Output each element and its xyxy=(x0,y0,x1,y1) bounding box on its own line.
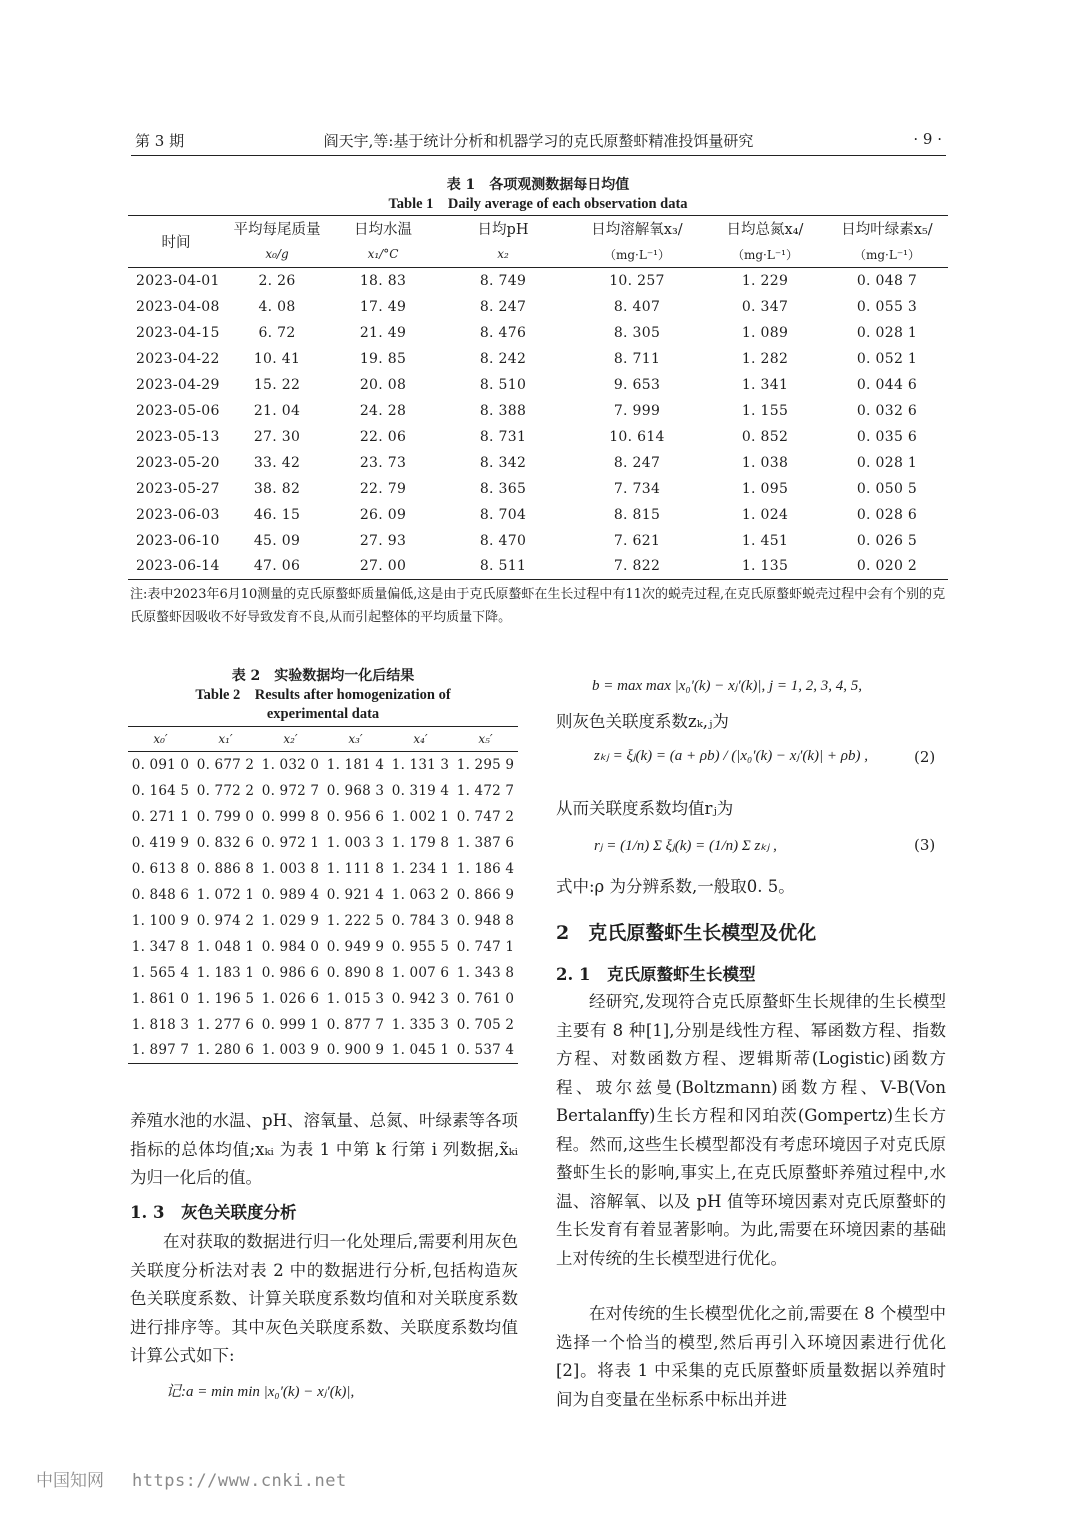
table1-header-cell: 时间 xyxy=(128,216,224,268)
table-cell: 2023-06-10 xyxy=(136,532,220,549)
table1-subheader-cell: x₁/°C xyxy=(330,242,436,268)
table2-caption-cn: 表 2 实验数据均一化后结果 xyxy=(231,668,415,684)
table-row xyxy=(128,528,948,554)
table-cell: 0. 347 xyxy=(741,298,789,315)
table-cell: 33. 42 xyxy=(253,454,301,471)
table-cell: 8. 470 xyxy=(479,532,527,549)
table-cell: 1. 341 xyxy=(741,376,789,393)
table-cell: 1. 861 0 xyxy=(131,990,190,1007)
table-cell: 0. 968 3 xyxy=(326,782,385,799)
text-rho: 式中:ρ 为分辨系数,一般取0. 5。 xyxy=(556,877,795,896)
table2-header-cell: x₀′ xyxy=(128,727,193,752)
table-cell: 0. 886 8 xyxy=(196,860,255,877)
section-1-3-heading: 1. 3 灰色关联度分析 xyxy=(130,1203,297,1222)
formula-z: zₖⱼ = ξⱼ(k) = (a + ρb) / (|x₀′(k) − xⱼ′(k)| + ρb) , xyxy=(594,748,868,764)
table-cell: 0. 832 6 xyxy=(196,834,255,851)
table-cell: 24. 28 xyxy=(359,402,407,419)
table2 xyxy=(128,726,518,1064)
table-cell: 7. 999 xyxy=(613,402,661,419)
table-cell: 45. 09 xyxy=(253,532,301,549)
text-r: 从而关联度系数均值rⱼ为 xyxy=(556,799,734,818)
table2-header-cell: x₁′ xyxy=(193,727,258,752)
table-cell: 2023-04-22 xyxy=(136,350,220,367)
table-cell: 0. 747 1 xyxy=(456,938,515,955)
table-cell: 38. 82 xyxy=(253,480,301,497)
table-row xyxy=(128,502,948,528)
table1-subheader-cell: x₀/g xyxy=(224,242,330,268)
running-header xyxy=(131,128,946,152)
table-cell: 8. 305 xyxy=(613,324,661,341)
table-cell: 1. 015 3 xyxy=(326,990,385,1007)
table-cell: 2023-05-06 xyxy=(136,402,220,419)
table-cell: 21. 49 xyxy=(359,324,407,341)
table-cell: 0. 972 7 xyxy=(261,782,320,799)
table1-header-cell: 日均溶解氧x₃/ xyxy=(591,222,683,239)
table-cell: 2023-04-29 xyxy=(136,376,220,393)
table-cell: 8. 711 xyxy=(613,350,661,367)
table-cell: 19. 85 xyxy=(359,350,407,367)
table-row xyxy=(128,752,518,778)
table-cell: 8. 815 xyxy=(613,506,661,523)
table-cell: 8. 510 xyxy=(479,376,527,393)
section-2-heading: 2 克氏原螯虾生长模型及优化 xyxy=(556,922,817,944)
table-cell: 1. 026 6 xyxy=(261,990,320,1007)
table-row xyxy=(128,424,948,450)
table-cell: 10. 41 xyxy=(253,350,301,367)
table-cell: 1. 222 5 xyxy=(326,912,385,929)
formula-a: 记:a = min min |x₀′(k) − xⱼ′(k)|, xyxy=(166,1384,355,1400)
table-cell: 0. 921 4 xyxy=(326,886,385,903)
table-cell: 1. 007 6 xyxy=(391,964,450,981)
table-row xyxy=(128,450,948,476)
table-cell: 8. 704 xyxy=(479,506,527,523)
table-cell: 2023-05-27 xyxy=(136,480,220,497)
table-cell: 7. 734 xyxy=(613,480,661,497)
table-cell: 1. 565 4 xyxy=(131,964,190,981)
table-cell: 1. 179 8 xyxy=(391,834,450,851)
table-cell: 7. 621 xyxy=(613,532,661,549)
table-cell: 0. 613 8 xyxy=(131,860,190,877)
table-cell: 8. 247 xyxy=(613,454,661,471)
paragraph-growth-models: 经研究,发现符合克氏原螯虾生长规律的生长模型主要有 8 种[1],分别是线性方程、幂函数方程、指数方程、对数函数方程、逻辑斯蒂(Logistic)函数方程、玻尔兹曼(Boltzmann)函数方程、V-B(Von Bertalanffy)生长方程和冈珀茨(Gompertz)生长方程。然而,这些生长模型都没有考虑环境因子对克氏原螯虾生长的影响,事实上,在克氏原螯虾养殖过程中,水温、溶解氧、以及 pH 值等环境因素对克氏原螯虾的生长发育有着显著影响。为此,需要在环境因素的基础上对传统的生长模型进行优化。 xyxy=(556,992,946,1268)
table-cell: 0. 866 9 xyxy=(456,886,515,903)
table-cell: 7. 822 xyxy=(613,558,661,575)
table-cell: 1. 282 xyxy=(741,350,789,367)
table-row xyxy=(128,1038,518,1064)
table-row xyxy=(128,856,518,882)
table2-caption xyxy=(128,667,518,724)
table-cell: 1. 003 8 xyxy=(261,860,320,877)
table-cell: 27. 93 xyxy=(359,532,407,549)
cnki-url[interactable]: https://www.cnki.net xyxy=(132,1471,347,1491)
table-cell: 1. 234 1 xyxy=(391,860,450,877)
table-cell: 4. 08 xyxy=(258,298,296,315)
table-cell: 17. 49 xyxy=(359,298,407,315)
table-cell: 0. 050 5 xyxy=(856,480,918,497)
table-cell: 2023-06-03 xyxy=(136,506,220,523)
table-cell: 2023-05-20 xyxy=(136,454,220,471)
table-cell: 23. 73 xyxy=(359,454,407,471)
table-cell: 1. 451 xyxy=(741,532,789,549)
table1-header-cell: 日均水温 xyxy=(354,222,412,239)
table-cell: 0. 677 2 xyxy=(196,756,255,773)
table-cell: 0. 949 9 xyxy=(326,938,385,955)
section-2-1-heading: 2. 1 克氏原螯虾生长模型 xyxy=(556,965,756,984)
table-cell: 8. 388 xyxy=(479,402,527,419)
table-cell: 1. 024 xyxy=(741,506,789,523)
table-cell: 0. 890 8 xyxy=(326,964,385,981)
table1-caption-cn: 表 1 各项观测数据每日均值 xyxy=(446,177,630,193)
running-title: 阎天宇,等:基于统计分析和机器学习的克氏原螯虾精准投饵量研究 xyxy=(323,132,754,150)
table-cell: 1. 196 5 xyxy=(196,990,255,1007)
table-cell: 0. 956 6 xyxy=(326,808,385,825)
table2-caption-en-1: Table 2 Results after homogenization of xyxy=(195,687,451,703)
table-cell: 1. 045 1 xyxy=(391,1042,450,1059)
table1-note: 注:表中2023年6月10测量的克氏原螯虾质量偏低,这是由于克氏原螯虾在生长过程中有11次的蜕壳过程,在克氏原螯虾蜕壳过程中会有个别的克氏原螯虾因吸收不好导致发育不良,从而引起整体的平均质量下降。 xyxy=(130,587,946,625)
table-cell: 0. 772 2 xyxy=(196,782,255,799)
table-cell: 0. 028 6 xyxy=(856,506,918,523)
table1 xyxy=(128,215,948,580)
table-cell: 0. 784 3 xyxy=(391,912,450,929)
table-cell: 0. 900 9 xyxy=(326,1042,385,1059)
table-cell: 26. 09 xyxy=(359,506,407,523)
table-cell: 1. 032 0 xyxy=(261,756,320,773)
table-cell: 1. 038 xyxy=(741,454,789,471)
table-cell: 0. 955 5 xyxy=(391,938,450,955)
table1-subheader-cell: （mg·L⁻¹） xyxy=(570,242,704,268)
table-cell: 0. 942 3 xyxy=(391,990,450,1007)
table1-caption-en: Table 1 Daily average of each observation data xyxy=(388,196,688,212)
table-cell: 0. 705 2 xyxy=(456,1016,515,1033)
table-cell: 8. 242 xyxy=(479,350,527,367)
table-row xyxy=(128,986,518,1012)
table-cell: 0. 537 4 xyxy=(456,1042,515,1059)
table-row xyxy=(128,294,948,320)
table-cell: 47. 06 xyxy=(253,558,301,575)
table-cell: 0. 020 2 xyxy=(856,558,918,575)
table-cell: 2023-05-13 xyxy=(136,428,220,445)
table-cell: 0. 271 1 xyxy=(131,808,190,825)
table-cell: 1. 181 4 xyxy=(326,756,385,773)
table-cell: 8. 247 xyxy=(479,298,527,315)
table-row xyxy=(128,554,948,580)
table1-subheader-cell: （mg·L⁻¹） xyxy=(704,242,826,268)
table-cell: 0. 761 0 xyxy=(456,990,515,1007)
table-cell: 0. 026 5 xyxy=(856,532,918,549)
table-cell: 0. 055 3 xyxy=(856,298,918,315)
table-cell: 8. 731 xyxy=(479,428,527,445)
table-row xyxy=(128,804,518,830)
table-cell: 1. 295 9 xyxy=(456,756,515,773)
table-cell: 0. 319 4 xyxy=(391,782,450,799)
table-cell: 27. 00 xyxy=(359,558,407,575)
page-number: · 9 · xyxy=(913,130,942,148)
table2-header-cell: x₂′ xyxy=(258,727,323,752)
table-cell: 1. 048 1 xyxy=(196,938,255,955)
table-cell: 0. 948 8 xyxy=(456,912,515,929)
table-cell: 1. 002 1 xyxy=(391,808,450,825)
table-cell: 1. 131 3 xyxy=(391,756,450,773)
table-cell: 0. 984 0 xyxy=(261,938,320,955)
table-cell: 0. 091 0 xyxy=(131,756,190,773)
table-row xyxy=(128,268,948,294)
table-cell: 0. 999 1 xyxy=(261,1016,320,1033)
table1-header-cell: 日均叶绿素x₅/ xyxy=(841,222,933,239)
table-cell: 1. 111 8 xyxy=(326,860,385,877)
table-cell: 1. 095 xyxy=(741,480,789,497)
table-row xyxy=(128,908,518,934)
formula-r: rⱼ = (1/n) Σ ξⱼ(k) = (1/n) Σ zₖⱼ , xyxy=(594,838,777,854)
table-cell: 8. 476 xyxy=(479,324,527,341)
table-row xyxy=(128,476,948,502)
table-cell: 0. 052 1 xyxy=(856,350,918,367)
table-cell: 10. 257 xyxy=(609,272,665,289)
table-cell: 1. 229 xyxy=(741,272,789,289)
header-rule xyxy=(131,155,946,156)
table-cell: 1. 029 9 xyxy=(261,912,320,929)
table-cell: 1. 003 9 xyxy=(261,1042,320,1059)
table-cell: 46. 15 xyxy=(253,506,301,523)
table-cell: 9. 653 xyxy=(613,376,661,393)
issue-number: 第 3 期 xyxy=(135,132,185,150)
table-cell: 8. 342 xyxy=(479,454,527,471)
table-cell: 0. 852 xyxy=(741,428,789,445)
table-row xyxy=(128,398,948,424)
table-cell: 0. 419 9 xyxy=(131,834,190,851)
table-cell: 0. 972 1 xyxy=(261,834,320,851)
table-cell: 0. 799 0 xyxy=(196,808,255,825)
table-cell: 6. 72 xyxy=(258,324,296,341)
table-cell: 1. 089 xyxy=(741,324,789,341)
table-cell: 0. 164 5 xyxy=(131,782,190,799)
table-cell: 1. 100 9 xyxy=(131,912,190,929)
table1-body xyxy=(128,268,948,580)
table-cell: 18. 83 xyxy=(359,272,407,289)
table1-subheader-cell: x₂ xyxy=(436,242,570,268)
table-cell: 8. 511 xyxy=(479,558,527,575)
table-cell: 0. 999 8 xyxy=(261,808,320,825)
table-row xyxy=(128,960,518,986)
paragraph-means: 养殖水池的水温、pH、溶氧量、总氮、叶绿素等各项指标的总体均值;xₖᵢ 为表 1 中第 k 行第 i 列数据,x̃ₖᵢ 为归一化后的值。 xyxy=(130,1111,518,1187)
table-cell: 0. 848 6 xyxy=(131,886,190,903)
table2-header-cell: x₄′ xyxy=(388,727,453,752)
table1-subheader-cell: （mg·L⁻¹） xyxy=(826,242,948,268)
table-cell: 0. 974 2 xyxy=(196,912,255,929)
table1-caption xyxy=(128,176,948,214)
table-cell: 2023-04-15 xyxy=(136,324,220,341)
table-row xyxy=(128,830,518,856)
table1-header-cell: 日均总氮x₄/ xyxy=(726,222,804,239)
table-cell: 2023-06-14 xyxy=(136,558,220,575)
table-cell: 22. 06 xyxy=(359,428,407,445)
table-cell: 2023-04-01 xyxy=(136,272,220,289)
table-cell: 1. 387 6 xyxy=(456,834,515,851)
table2-header-cell: x₅′ xyxy=(453,727,518,752)
table-cell: 2023-04-08 xyxy=(136,298,220,315)
table-cell: 1. 897 7 xyxy=(131,1042,190,1059)
table-cell: 0. 035 6 xyxy=(856,428,918,445)
table-row xyxy=(128,346,948,372)
formula-b: b = max max |x₀′(k) − xⱼ′(k)|, j = 1, 2, 3, 4, 5, xyxy=(592,678,863,694)
table-cell: 27. 30 xyxy=(253,428,301,445)
table-cell: 0. 747 2 xyxy=(456,808,515,825)
table2-body xyxy=(128,752,518,1064)
table-cell: 22. 79 xyxy=(359,480,407,497)
table2-header-cell: x₃′ xyxy=(323,727,388,752)
table-cell: 2. 26 xyxy=(258,272,296,289)
table-cell: 20. 08 xyxy=(359,376,407,393)
table-cell: 8. 749 xyxy=(479,272,527,289)
table-cell: 1. 135 xyxy=(741,558,789,575)
table-cell: 8. 365 xyxy=(479,480,527,497)
table-cell: 15. 22 xyxy=(253,376,301,393)
table-cell: 1. 818 3 xyxy=(131,1016,190,1033)
table-row xyxy=(128,372,948,398)
table-row xyxy=(128,882,518,908)
table-cell: 0. 877 7 xyxy=(326,1016,385,1033)
table-cell: 0. 044 6 xyxy=(856,376,918,393)
footer-watermark xyxy=(36,1466,347,1491)
table1-header-cell: 平均每尾质量 xyxy=(233,222,321,239)
table-cell: 1. 155 xyxy=(741,402,789,419)
table-cell: 0. 028 1 xyxy=(856,454,918,471)
table-cell: 1. 072 1 xyxy=(196,886,255,903)
paragraph-model-selection: 在对传统的生长模型优化之前,需要在 8 个模型中选择一个恰当的模型,然后再引入环境因素进行优化[2]。将表 1 中采集的克氏原螯虾质量数据以养殖时间为自变量在坐标系中标出并进 xyxy=(556,1304,946,1409)
table-cell: 1. 277 6 xyxy=(196,1016,255,1033)
table-cell: 8. 407 xyxy=(613,298,661,315)
equation-number-2: (2) xyxy=(914,748,936,766)
table-cell: 0. 048 7 xyxy=(856,272,918,289)
text-z: 则灰色关联度系数zₖ,ⱼ为 xyxy=(556,712,729,731)
table-cell: 1. 343 8 xyxy=(456,964,515,981)
table-cell: 0. 986 6 xyxy=(261,964,320,981)
table2-caption-en-2: experimental data xyxy=(266,706,380,722)
equation-number-3: (3) xyxy=(914,836,936,854)
table-cell: 0. 032 6 xyxy=(856,402,918,419)
table-cell: 1. 472 7 xyxy=(456,782,515,799)
table-row xyxy=(128,778,518,804)
table-row xyxy=(128,934,518,960)
table-row xyxy=(128,1012,518,1038)
table-cell: 1. 280 6 xyxy=(196,1042,255,1059)
table-cell: 10. 614 xyxy=(609,428,665,445)
table-cell: 1. 347 8 xyxy=(131,938,190,955)
table-cell: 1. 003 3 xyxy=(326,834,385,851)
left-column xyxy=(130,1107,518,1193)
table-cell: 1. 335 3 xyxy=(391,1016,450,1033)
table-row xyxy=(128,320,948,346)
table-cell: 21. 04 xyxy=(253,402,301,419)
paragraph-grey-analysis: 在对获取的数据进行归一化处理后,需要利用灰色关联度分析法对表 2 中的数据进行分析,包括构造灰色关联度系数、计算关联度系数均值和对关联度系数进行排序等。其中灰色关联度系数、关联度系数均值计算公式如下: xyxy=(130,1232,518,1365)
table-cell: 0. 028 1 xyxy=(856,324,918,341)
table-cell: 1. 186 4 xyxy=(456,860,515,877)
table-cell: 0. 989 4 xyxy=(261,886,320,903)
cnki-brand: 中国知网 xyxy=(36,1471,104,1491)
table-cell: 1. 063 2 xyxy=(391,886,450,903)
table1-header-cell: 日均pH xyxy=(477,222,529,239)
table-cell: 1. 183 1 xyxy=(196,964,255,981)
